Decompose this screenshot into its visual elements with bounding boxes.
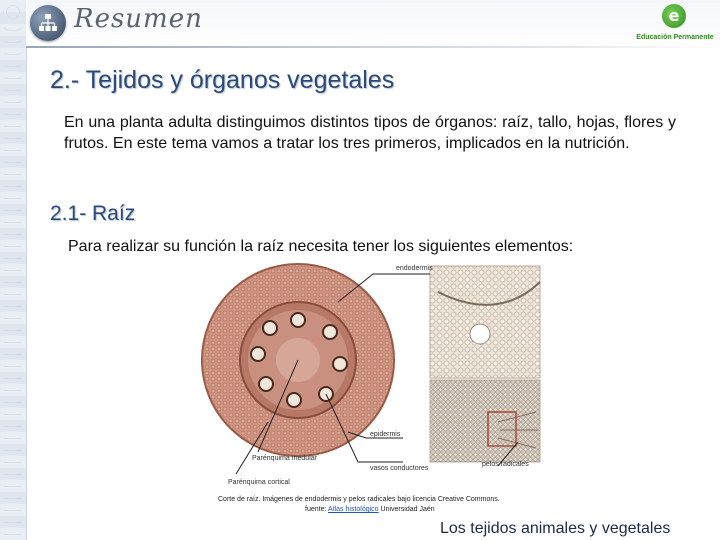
footer-title: Los tejidos animales y vegetales (440, 520, 671, 537)
section-intro: En una planta adulta distinguimos distintos tipos de órganos: raíz, tallo, hojas, flores y frutos. En este tema vamos a tratar los tres primeros, implicados en la nutrición. (64, 114, 676, 152)
atlas-link[interactable]: Atlas histológico (327, 506, 379, 513)
label-vasos-conductores: vasos conductores (370, 465, 429, 472)
figure-caption: Corte de raíz. Imágenes de endodermis y pelos radicales bajo licencia Creative Commons. (218, 496, 500, 503)
endodermis-detail-image (430, 266, 540, 378)
root-cross-section-figure (198, 262, 548, 514)
label-parenquima-medular: Parénquima medular (252, 455, 317, 462)
label-epidermis: epidermis (370, 431, 401, 438)
brand-e-icon: e (662, 4, 686, 28)
brand-text: Educación Permanente (636, 34, 714, 41)
label-parenquima-cortical: Parénquima cortical (228, 479, 290, 486)
caption-prefix: fuente: (305, 506, 327, 513)
label-endodermis: endodermis (396, 265, 433, 272)
subsection-title: 2.1- Raíz (50, 202, 136, 225)
figure-source (305, 506, 435, 513)
header-divider (26, 46, 720, 48)
section-title: 2.- Tejidos y órganos vegetales (50, 66, 395, 94)
subsection-intro: Para realizar su función la raíz necesita tener los siguientes elementos: (68, 238, 574, 255)
label-pelos-radicales: pelos radicales (482, 461, 529, 468)
left-decorative-border (0, 0, 27, 540)
sitemap-icon[interactable] (30, 5, 66, 41)
header-title: Resumen (74, 4, 203, 34)
root-hairs-detail-image (430, 380, 540, 462)
brand-logo (636, 4, 714, 44)
caption-suffix: Universidad Jaén (380, 506, 435, 513)
